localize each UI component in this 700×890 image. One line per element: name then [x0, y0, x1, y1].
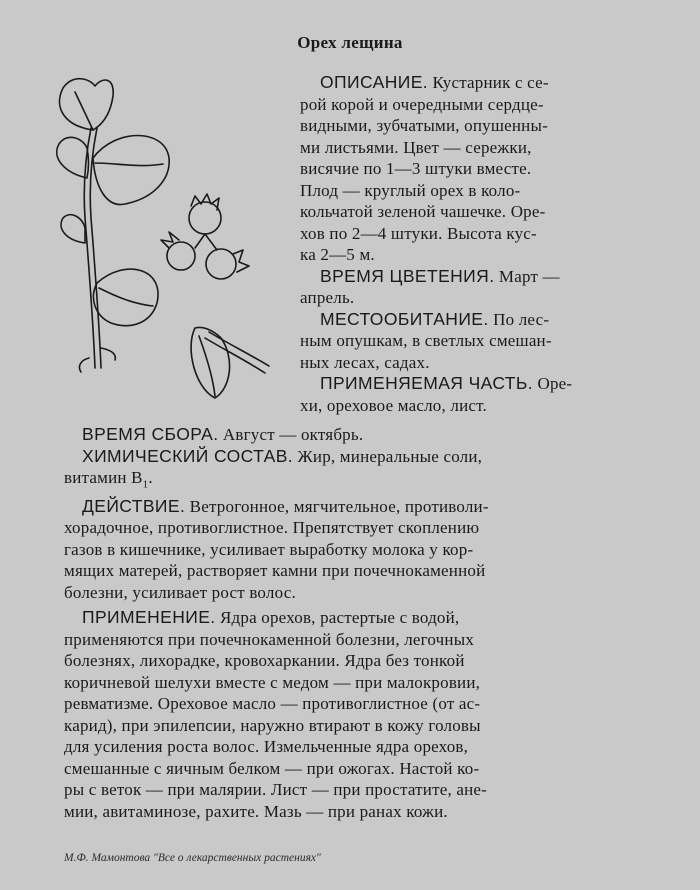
collection-block: [64, 424, 642, 446]
leaf-top: [60, 79, 114, 130]
description-line: Кустарник с се-: [428, 73, 549, 92]
action-line: хорадочное, противоглистное. Препятствует скоплению: [64, 518, 480, 538]
hazel-illustration: [45, 68, 285, 418]
description-line: хов по 2—4 штуки. Высота кус-: [300, 223, 537, 243]
page-title: Орех лещина: [297, 33, 403, 52]
flowering-line: Март —: [494, 266, 560, 286]
leaf-bottom-right: [191, 327, 229, 398]
leaf-middle-right: [93, 136, 169, 205]
habitat-line: По лес-: [488, 309, 550, 329]
application-line: карид), при эпилепсии, наружно втирают в кожу головы: [64, 715, 481, 735]
habitat-line: ных лесах, садах.: [300, 352, 430, 372]
habitat-block: [300, 309, 640, 331]
application-line: применяются при почечнокаменной болезни, легочных: [64, 629, 475, 649]
application-line: мии, авитаминозе, рахите. Мазь — при ранах кожи.: [64, 801, 448, 821]
habitat-line: ным опушкам, в светлых смешан-: [300, 331, 552, 350]
action-line: Ветрогонное, мягчительное, противоли-: [185, 496, 489, 516]
action-line: газов в кишечнике, усиливает выработку молока у кор-: [64, 539, 474, 559]
application-line: ревматизме. Ореховое масло — противоглистное (от ас-: [64, 694, 481, 714]
nut-cluster: [161, 194, 249, 279]
composition-block: [64, 446, 642, 468]
twig-bottom: [205, 338, 265, 373]
description-block: [300, 72, 640, 94]
flowering-block: [300, 266, 640, 288]
flowering-heading: ВРЕМЯ ЦВЕТЕНИЯ.: [320, 265, 495, 286]
application-line: болезнях, лихорадке, кровохаркании. Ядра без тонкой: [64, 651, 465, 671]
description-line: видными, зубчатыми, опушенны-: [300, 116, 548, 135]
flowering-line: апрель.: [300, 288, 355, 307]
action-heading: ДЕЙСТВИЕ.: [82, 495, 186, 516]
leaf-middle-left: [57, 137, 89, 178]
right-column: [300, 72, 640, 416]
description-heading: ОПИСАНИЕ.: [320, 72, 429, 92]
description-line: Плод — круглый орех в коло-: [300, 180, 521, 200]
collection-heading: ВРЕМЯ СБОРА.: [82, 424, 219, 444]
composition-subscript: 1: [142, 478, 149, 491]
application-heading: ПРИМЕНЕНИЕ.: [82, 607, 216, 628]
action-line: мящих матерей, растворяет камни при почечнокаменной: [64, 561, 486, 581]
composition-line-2: [64, 467, 642, 496]
catkin: [101, 348, 115, 360]
full-width-column: [64, 424, 642, 822]
action-line: болезни, усиливает рост волос.: [64, 582, 296, 602]
composition-heading: ХИМИЧЕСКИЙ СОСТАВ.: [82, 445, 294, 466]
used-part-line: Оре-: [533, 374, 573, 393]
collection-text: Август — октябрь.: [218, 425, 364, 444]
leaf-left-small: [61, 215, 85, 243]
composition-line: Жир, минеральные соли,: [293, 446, 483, 466]
source-citation: М.Ф. Мамонтова "Все о лекарственных растениях": [64, 852, 321, 864]
description-line: висячие по 1—3 штуки вместе.: [300, 159, 532, 178]
description-line: рой корой и очередными сердце-: [300, 94, 544, 114]
application-block: [64, 607, 642, 629]
description-line: ка 2—5 м.: [300, 245, 375, 264]
used-part-line: хи, ореховое масло, лист.: [300, 395, 487, 415]
application-line: Ядра орехов, растертые с водой,: [215, 608, 460, 628]
description-line: ми листьями. Цвет — сережки,: [300, 137, 532, 157]
application-line: смешанные с яичным белком — при ожогах. Настой ко-: [64, 758, 480, 778]
application-line: коричневой шелухи вместе с медом — при малокровии,: [64, 672, 481, 692]
composition-period: .: [148, 468, 153, 487]
description-line: кольчатой зеленой чашечке. Оре-: [300, 202, 546, 221]
habitat-heading: МЕСТООБИТАНИЕ.: [320, 308, 489, 329]
used-part-block: [300, 373, 640, 395]
application-line: ры с веток — при малярии. Лист — при простатите, ане-: [64, 780, 487, 800]
leaf-lower: [93, 269, 158, 326]
composition-vitamin: витамин В: [64, 468, 143, 487]
used-part-heading: ПРИМЕНЯЕМАЯ ЧАСТЬ.: [320, 373, 534, 393]
application-line: для усиления роста волос. Измельченные ядра орехов,: [64, 737, 469, 757]
action-block: [64, 496, 642, 518]
